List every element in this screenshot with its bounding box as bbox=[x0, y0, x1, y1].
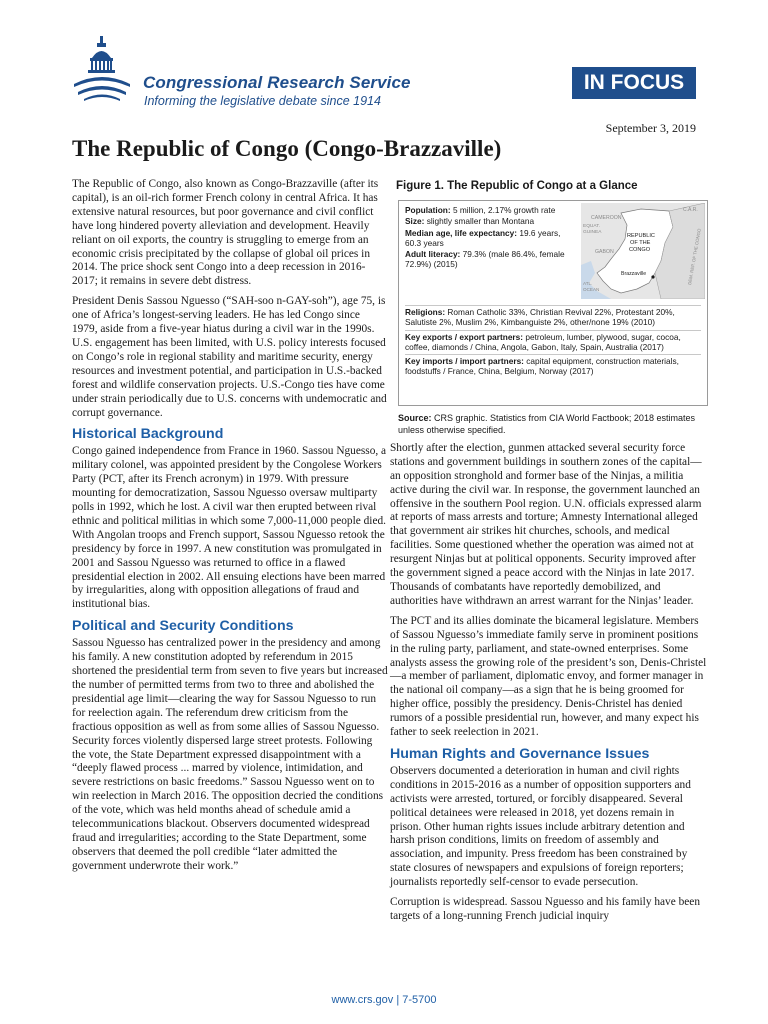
capital-marker bbox=[651, 275, 654, 278]
source-label: Source: bbox=[398, 412, 432, 423]
footer-separator: | bbox=[396, 994, 400, 1006]
exports-label: Key exports / export partners: bbox=[405, 331, 524, 342]
congo-map bbox=[581, 203, 705, 299]
intro-paragraph: The Republic of Congo, also known as Congo-Brazzaville (after its capital), is an oil-rich former French colony in central Africa. It has extensive natural resources, but poor governance and civil conflict have long hindered poverty alleviation and development. Heavily reliant on oil exports, the country is struggling to emerge from an economic crisis precipitated by the collapse of global oil prices in 2014. The price shock sent Congo into a deep recession in 2016-2017; it remains in severe debt distress. bbox=[72, 178, 379, 288]
history-paragraph: Congo gained independence from France in 1960. Sassou Nguesso, a military colonel, was appointed president by the Congolese Workers Party (PCT, after its French acronym) in 1979. With pressure mounting for democratization, Sassou Nguesso oversaw multiparty polls in 1992, which he lost. A civil war then erupted between rival ethnic and political militias in which some 7,000-11,000 people died. With Angolan troops and French support, Sassou Nguesso retook the presidency by force in 1997. A new constitution was promulgated in 2001 and Sassou Nguesso was returned to office in a flawed presidential election in 2002. All ensuing elections have been marred by irregularities, along with opposition allegations of fraud and institutional bias. bbox=[72, 445, 387, 611]
figure-wide-stats bbox=[405, 305, 701, 379]
map-label-drc: DEM. REP. OF THE CONGO bbox=[687, 228, 702, 286]
religions-label: Religions: bbox=[405, 306, 446, 317]
left-column bbox=[72, 178, 388, 880]
corruption-paragraph: Corruption is widespread. Sassou Nguesso and his family have been targets of a long-running French judicial inquiry bbox=[390, 896, 701, 922]
map-label-congo-3: CONGO bbox=[629, 246, 651, 253]
section-heading-rights: Human Rights and Governance Issues bbox=[390, 745, 650, 762]
president-paragraph: President Denis Sassou Nguesso (“SAH-soo n-GAY-soh”), age 75, is one of Africa’s longest-serving leaders. He has led Congo since 1979, aside from a five-year hiatus during a civil war in the 1990s. U.S. engagement has been limited, with U.S. policy interests focused on Congo’s role in regional stability and maritime security, energy resources and investment potential, and participation in U.S.-backed forest and wildlife conservation projects. U.S.-Congo ties have come under strain periodically due to U.S. concerns with undemocratic and corrupt governance. bbox=[72, 295, 387, 419]
source-text: CRS graphic. Statistics from CIA World Factbook; 2018 estimates unless otherwise specified. bbox=[398, 412, 695, 435]
political-paragraph: Sassou Nguesso has centralized power in the presidency and among his family. A new constitution adopted by referendum in 2015 shortened the presidential term from seven to five years but increased the number of permitted terms from two to three and abolished the presidential age limit—clearing the way for Sassou Nguesso to run for reelection again. The referendum drew criticism from the fractious opposition as well as from some allies of Sassou Nguesso. Security forces violently dispersed large street protests. Following the vote, the State Department expressed disappointment with a “deeply flawed process ... marred by violence, intimidation, and severe restrictions on basic freedoms.” Sassou Nguesso went on to win reelection in March 2016. The opposition decried the conditions of the vote, which was held months ahead of schedule amid a telecommunications blackout. Observers documented widespread fraud and irregularities; according to the State Department, some observers that deemed the poll credible “later admitted the government underwrote their work.” bbox=[72, 637, 388, 872]
header bbox=[0, 0, 768, 120]
in-focus-badge: IN FOCUS bbox=[572, 67, 696, 99]
section-heading-history: Historical Background bbox=[72, 426, 224, 443]
map-label-ocean-1: ATL. bbox=[583, 280, 593, 286]
org-tagline: Informing the legislative debate since 1914 bbox=[144, 94, 381, 108]
literacy-label: Adult literacy: bbox=[405, 249, 461, 260]
page-title: The Republic of Congo (Congo-Brazzaville) bbox=[72, 136, 502, 161]
imports-value: capital equipment, construction materials, foodstuffs / France, China, Belgium, Norway (2017) bbox=[405, 356, 679, 377]
publication-date: September 3, 2019 bbox=[605, 121, 696, 135]
footer bbox=[0, 994, 768, 1006]
security-paragraph: Shortly after the election, gunmen attacked several security force stations and government buildings in southern zones of the capital—an opposition stronghold and former base of the Ninjas, a militia active during the civil war. In response, the government launched an offensive in the southern Pool region. U.N. officials expressed alarm at reports of mass arrests and torture; Amnesty International alleged that government air strikes hit churches, schools, and medical facilities. Some questioned whether the operation was aimed not at resurgent Ninjas but at political opponents. Security improved after the government signed a peace accord with the Ninjas in late 2017. Thousands of combatants have reportedly demobilized, and authorities have withdrawn an arrest warrant for the Ninjas’ leader. bbox=[390, 441, 702, 607]
age-value: 19.6 years, 60.3 years bbox=[405, 227, 561, 248]
population-value: 5 million, 2.17% growth rate bbox=[452, 204, 556, 215]
capitol-dome-icon bbox=[72, 34, 132, 102]
figure-source bbox=[398, 412, 708, 436]
map-label-capital: Brazzaville bbox=[621, 270, 647, 277]
org-name: Congressional Research Service bbox=[143, 73, 411, 92]
figure-title: Figure 1. The Republic of Congo at a Glance bbox=[396, 180, 638, 192]
footer-url-link[interactable]: www.crs.gov bbox=[331, 994, 394, 1006]
literacy-value: 79.3% (male 86.4%, female 72.9%) (2015) bbox=[405, 249, 565, 270]
map-label-gabon: GABON bbox=[595, 248, 614, 255]
imports-label: Key imports / import partners: bbox=[405, 356, 524, 367]
exports-value: petroleum, lumber, plywood, sugar, cocoa, coffee, diamonds / China, Angola, Gabon, Italy, Spain, Australia (2017) bbox=[405, 331, 681, 352]
map-label-cameroon: CAMEROON bbox=[591, 214, 622, 221]
map-label-car: C.A.R. bbox=[683, 206, 698, 213]
age-label: Median age, life expectancy: bbox=[405, 227, 518, 238]
religions-value: Roman Catholic 33%, Christian Revival 22%, Protestant 20%, Salutiste 2%, Muslim 2%, Kimbanguiste 2%, other/none 19% (2010) bbox=[405, 306, 675, 328]
right-column bbox=[390, 178, 708, 930]
map-label-congo-1: REPUBLIC bbox=[627, 232, 655, 239]
legislature-paragraph: The PCT and its allies dominate the bicameral legislature. Members of Sassou Nguesso’s immediate family serve in prominent positions in the ruling party, parliament, and state-owned enterprises. Some analysts assess the growing role of the president’s son, Denis-Christel—a member of parliament, diplomatic envoy, and former manager in the national oil company—as a sign that he is being groomed for higher office, possibly the presidency. Denis-Christel has denied rumors of a possible presidential run, however, and many expect his father to seek reelection in 2021. bbox=[390, 614, 707, 739]
map-label-ocean-2: OCEAN bbox=[583, 286, 600, 292]
population-label: Population: bbox=[405, 204, 451, 215]
figure-stats bbox=[405, 205, 577, 271]
map-label-eq-guinea-1: EQUAT. bbox=[583, 223, 600, 229]
map-label-congo-2: OF THE bbox=[630, 239, 651, 246]
size-label: Size: bbox=[405, 216, 425, 227]
map-label-eq-guinea-2: GUINEA bbox=[583, 229, 602, 235]
figure-box bbox=[398, 200, 708, 406]
footer-code: 7-5700 bbox=[402, 994, 437, 1006]
rights-paragraph: Observers documented a deterioration in human and civil rights conditions in 2015-2016 as a number of opposition supporters and activists were arrested, tortured, or forcibly disappeared. Several political detainees were released in 2018, yet dozens remain in prison. Other human rights issues include arbitrary detention and harsh prison conditions, limits on freedom of assembly and association, and impunity. Press freedom has been constrained by state closures of newspapers and expulsions of foreign reporters; journalists reportedly self-censor to evade persecution. bbox=[390, 764, 691, 889]
section-heading-political: Political and Security Conditions bbox=[72, 618, 294, 635]
size-value: slightly smaller than Montana bbox=[426, 216, 535, 227]
